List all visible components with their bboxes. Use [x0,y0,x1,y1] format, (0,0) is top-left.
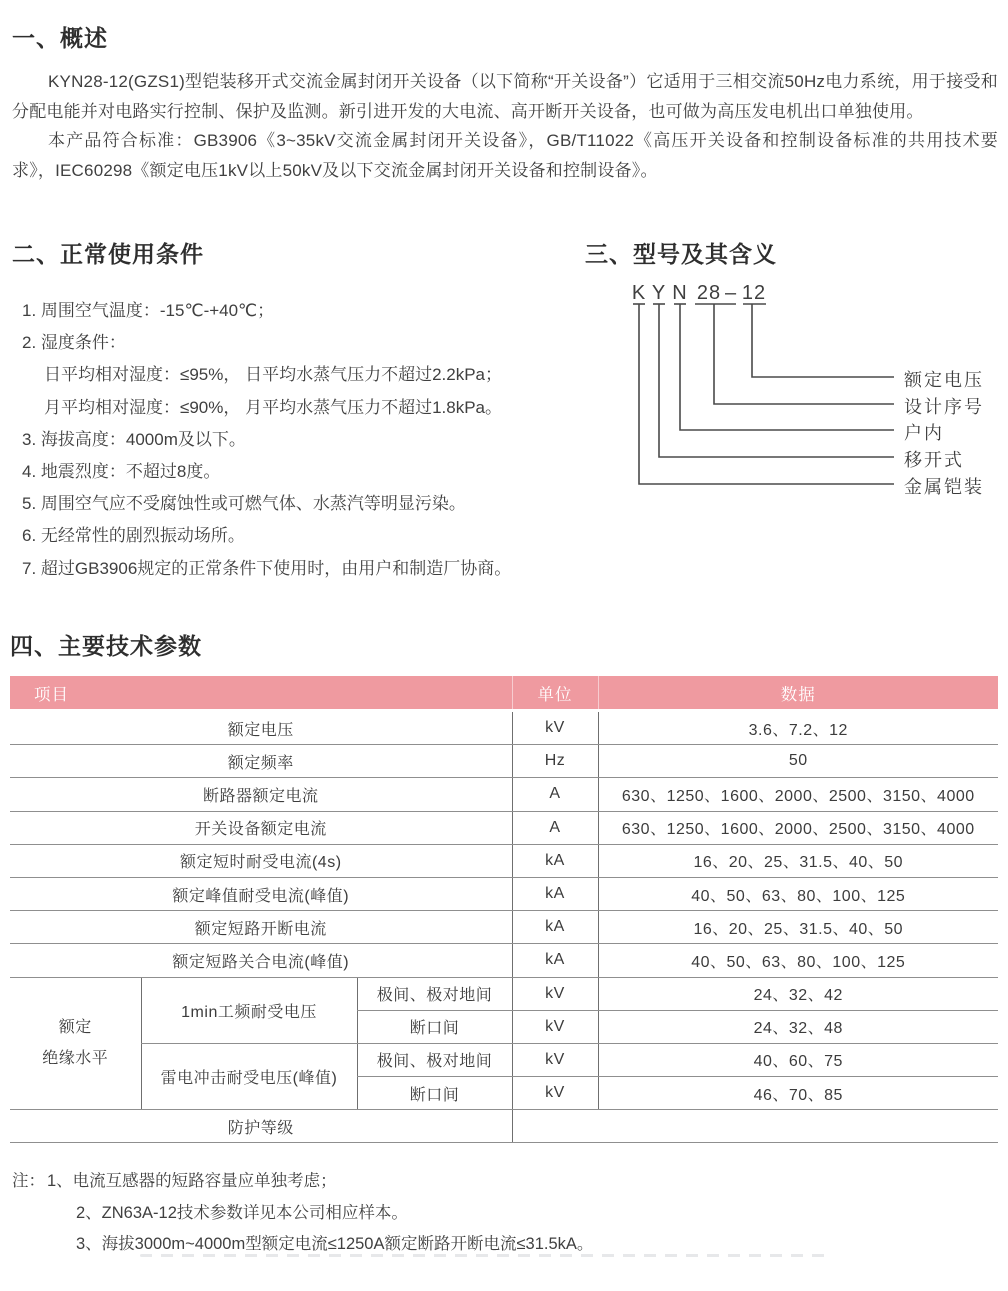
condition-item-3: 3. 海拔高度：4000m及以下。 [22,429,246,449]
section-overview [12,20,998,185]
condition-item-2: 2. 湿度条件： [22,333,126,353]
param-name: 额定电压 [10,711,512,745]
table-row [10,745,998,778]
code-char-dash: – [724,282,738,304]
param-unit: kV [512,1010,598,1043]
scan-artifact [140,1254,830,1257]
section4-heading: 四、主要技术参数 [10,633,202,659]
param-unit: kV [512,977,598,1010]
protection-empty-cell [512,1110,998,1143]
table-row [10,778,998,811]
code-char-Y: Y [651,282,667,304]
param-name: 断路器额定电流 [10,778,512,811]
condition-item-5: 5. 周围空气应不受腐蚀性或可燃气体、水蒸汽等明显污染。 [22,494,466,514]
label-withdrawable: 移开式 [904,450,964,470]
condition-item-7: 7. 超过GB3906规定的正常条件下使用时，由用户和制造厂协商。 [22,558,512,578]
overview-paragraph-2: 本产品符合标准：GB3906《3~35kV交流金属封闭开关设备》，GB/T11022《高压开关设备和控制设备标准的共用技术要求》，IEC60298《额定电压1kV以上50kV及以下交流金属封闭开关设备和控制设备》。 [12,131,998,180]
note-line-2: 2、ZN63A-12技术参数详见本公司相应样本。 [76,1203,408,1222]
param-unit: kV [512,1043,598,1076]
param-data: 40、50、63、80、100、125 [598,944,998,977]
label-indoor: 户内 [904,423,944,443]
param-data: 24、32、48 [598,1010,998,1043]
section1-heading: 一、概述 [12,25,108,51]
condition-item-1: 1. 周围空气温度：-15℃-+40℃； [22,301,275,320]
insulation-group-line2: 绝缘水平 [42,1050,109,1068]
table-row [10,811,998,844]
condition-item-2b: 月平均相对湿度：≤90%， 月平均水蒸气压力不超过1.8kPa。 [44,397,503,417]
table-row [10,711,998,745]
condition-item-6: 6. 无经常性的剧烈振动场所。 [22,526,245,546]
overview-paragraphs [12,67,998,185]
param-unit: kV [512,1077,598,1110]
param-data: 50 [598,745,998,778]
code-char-28: 28 [696,282,722,304]
param-unit: kA [512,944,598,977]
table-header-row [10,676,998,711]
param-name: 额定短路关合电流(峰值) [10,944,512,977]
param-unit: kV [512,711,598,745]
param-name: 额定峰值耐受电流(峰值) [10,877,512,910]
power-frequency-withstand-label: 1min工频耐受电压 [141,977,357,1043]
code-char-N: N [672,282,688,304]
param-unit: Hz [512,745,598,778]
insulation-row [10,977,998,1010]
section2-heading: 二、正常使用条件 [12,241,204,267]
param-data: 16、20、25、31.5、40、50 [598,844,998,877]
col-header-item: 项目 [10,676,512,711]
label-rated-voltage: 额定电压 [904,370,984,390]
notes-block [12,1166,972,1261]
lightning-impulse-withstand-label: 雷电冲击耐受电压(峰值) [141,1043,357,1109]
param-name: 防护等级 [10,1110,512,1143]
note-item-1: 1、电流互感器的短路容量应单独考虑； [47,1172,337,1190]
param-name: 开关设备额定电流 [10,811,512,844]
note-label: 注： [12,1172,45,1190]
section-normal-use-conditions [12,236,552,585]
code-char-12: 12 [741,282,767,304]
table-row [10,944,998,977]
label-metal-clad: 金属铠装 [904,477,984,497]
param-name: 额定短时耐受电流(4s) [10,844,512,877]
note-line-3: 3、海拔3000m~4000m型额定电流≤1250A额定断路开断电流≤31.5kA。 [76,1235,594,1254]
param-data: 630、1250、1600、2000、2500、3150、4000 [598,778,998,811]
protection-row [10,1110,998,1143]
param-unit: kA [512,844,598,877]
insulation-group-line1: 额定 [58,1019,92,1037]
param-unit: kA [512,911,598,944]
param-data: 630、1250、1600、2000、2500、3150、4000 [598,811,998,844]
table-row [10,877,998,910]
col-header-unit: 单位 [512,676,598,711]
overview-paragraph-1: KYN28-12(GZS1)型铠装移开式交流金属封闭开关设备（以下简称“开关设备”）它适用于三相交流50Hz电力系统，用于接受和分配电能并对电路实行控制、保护及监测。新引进开发的大电流、高开断开关设备，也可做为高压发电机出口单独使用。 [12,72,998,121]
conditions-list [12,295,552,585]
model-designation-diagram [560,270,1008,532]
note-line-1 [12,1166,972,1198]
insulation-row [10,1043,998,1076]
param-data: 40、60、75 [598,1043,998,1076]
param-unit: kA [512,877,598,910]
insulation-group-label [10,977,141,1110]
param-name: 额定短路开断电流 [10,911,512,944]
param-data: 40、50、63、80、100、125 [598,877,998,910]
section3-heading: 三、型号及其含义 [585,241,777,267]
table-row [10,844,998,877]
col-header-data: 数据 [598,676,998,711]
param-data: 46、70、85 [598,1077,998,1110]
table-row [10,911,998,944]
condition-label: 极间、极对地间 [357,977,512,1010]
label-design-serial: 设计序号 [904,397,984,417]
param-data: 16、20、25、31.5、40、50 [598,911,998,944]
condition-label: 断口间 [357,1077,512,1110]
param-unit: A [512,811,598,844]
param-data: 24、32、42 [598,977,998,1010]
param-unit: A [512,778,598,811]
param-name: 额定频率 [10,745,512,778]
param-data: 3.6、7.2、12 [598,711,998,745]
code-char-K: K [631,282,647,304]
condition-label: 断口间 [357,1010,512,1043]
condition-label: 极间、极对地间 [357,1043,512,1076]
condition-item-4: 4. 地震烈度：不超过8度。 [22,462,221,482]
parameters-table [10,676,998,1143]
condition-item-2a: 日平均相对湿度：≤95%， 日平均水蒸气压力不超过2.2kPa； [44,365,503,385]
